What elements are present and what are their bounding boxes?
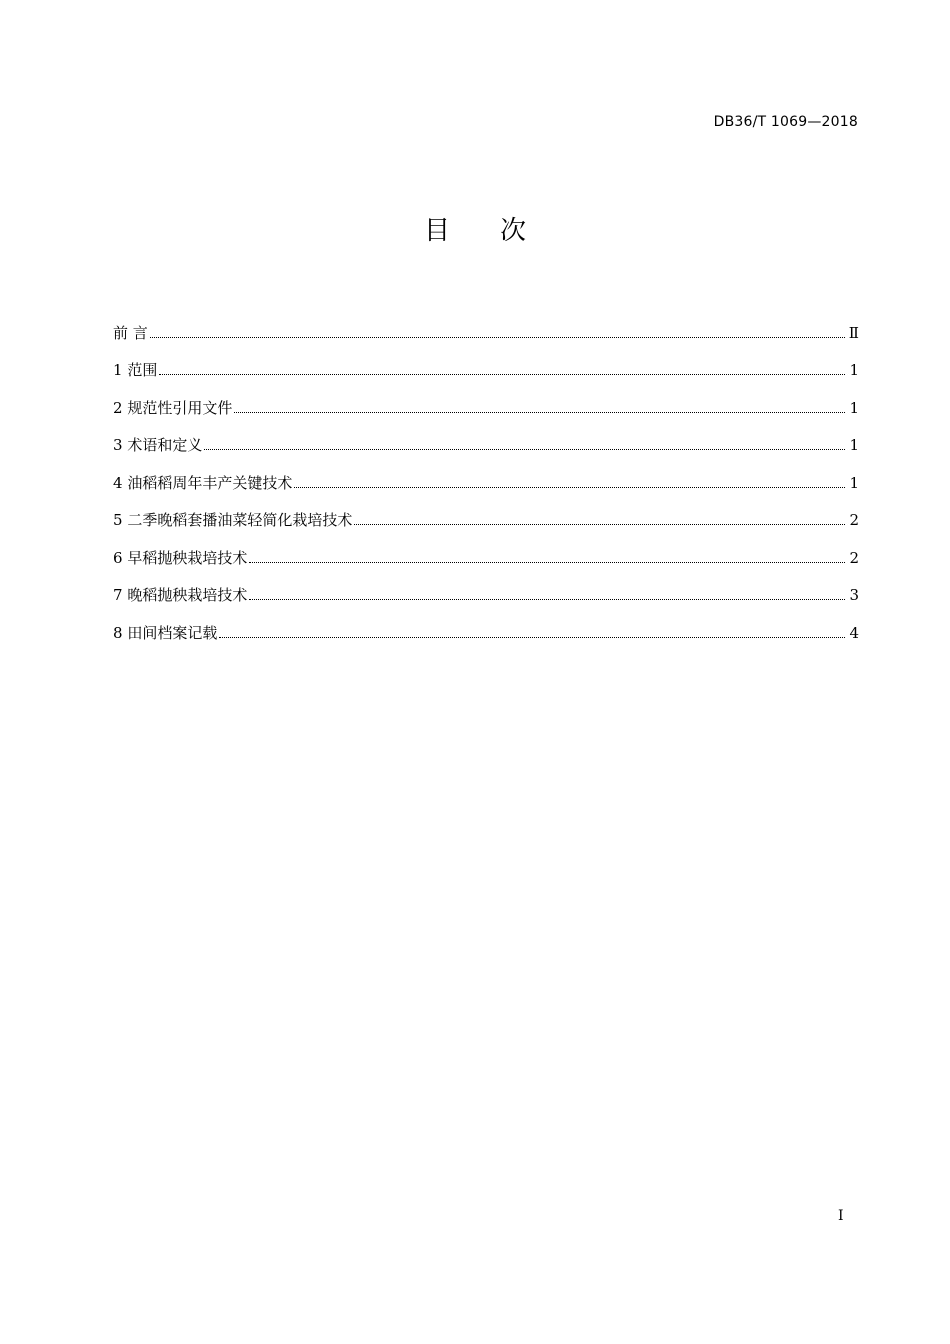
toc-dot-leader — [249, 598, 845, 600]
toc-entry-page: 1 — [849, 436, 859, 454]
toc-entry-number: 2 — [113, 398, 123, 417]
toc-dot-leader — [159, 373, 845, 375]
toc-entry-3[interactable] — [113, 418, 859, 456]
toc-entry-number: 7 — [113, 586, 123, 604]
toc-entry-page: 1 — [849, 398, 859, 417]
document-code: DB36/T 1069—2018 — [713, 114, 858, 130]
page-number: I — [838, 1208, 844, 1224]
toc-dot-leader — [249, 561, 845, 563]
toc-entry-label: 田间档案记载 — [127, 623, 218, 642]
toc-entry-label: 前 言 — [113, 323, 148, 342]
toc-entry-number: 6 — [113, 548, 123, 567]
title-char-1: 目 — [423, 216, 450, 246]
toc-entry-page: 2 — [849, 548, 859, 567]
page-title — [0, 210, 950, 247]
toc-entry-number: 1 — [113, 361, 123, 379]
toc-entry-label: 晚稻抛秧栽培技术 — [127, 586, 248, 604]
toc-dot-leader — [204, 448, 845, 450]
toc-entry-number: 3 — [113, 436, 123, 454]
toc-dot-leader — [234, 411, 845, 413]
toc-dot-leader — [294, 486, 845, 488]
toc-entry-number: 8 — [113, 623, 123, 642]
toc-dot-leader — [150, 336, 845, 338]
toc-entry-number: 5 — [113, 511, 123, 529]
toc-entry-page: 2 — [849, 511, 859, 529]
toc-entry-label: 规范性引用文件 — [127, 398, 233, 417]
toc-entry-6[interactable] — [113, 530, 859, 568]
toc-entry-page: 3 — [849, 586, 859, 604]
toc-entry-label: 范围 — [127, 361, 158, 379]
title-char-2: 次 — [500, 216, 527, 246]
toc-entry-page: 1 — [849, 473, 859, 492]
toc-dot-leader — [354, 523, 845, 525]
toc-entry-label: 术语和定义 — [127, 436, 203, 454]
toc-entry-7[interactable] — [113, 568, 859, 606]
toc-entry-foreword[interactable] — [113, 305, 859, 343]
toc-entry-label: 早稻抛秧栽培技术 — [127, 548, 248, 567]
toc-entry-page: Ⅱ — [848, 323, 859, 342]
toc-entry-label: 油稻稻周年丰产关键技术 — [127, 473, 293, 492]
toc-entry-4[interactable] — [113, 455, 859, 493]
toc-entry-2[interactable] — [113, 380, 859, 418]
toc-entry-number: 4 — [113, 473, 123, 492]
toc-entry-1[interactable] — [113, 343, 859, 381]
toc-entry-label: 二季晚稻套播油菜轻简化栽培技术 — [127, 511, 353, 529]
table-of-contents — [113, 305, 859, 643]
toc-entry-5[interactable] — [113, 493, 859, 531]
toc-entry-page: 4 — [849, 623, 859, 642]
toc-entry-8[interactable] — [113, 605, 859, 643]
toc-dot-leader — [219, 636, 845, 638]
toc-entry-page: 1 — [849, 361, 859, 379]
